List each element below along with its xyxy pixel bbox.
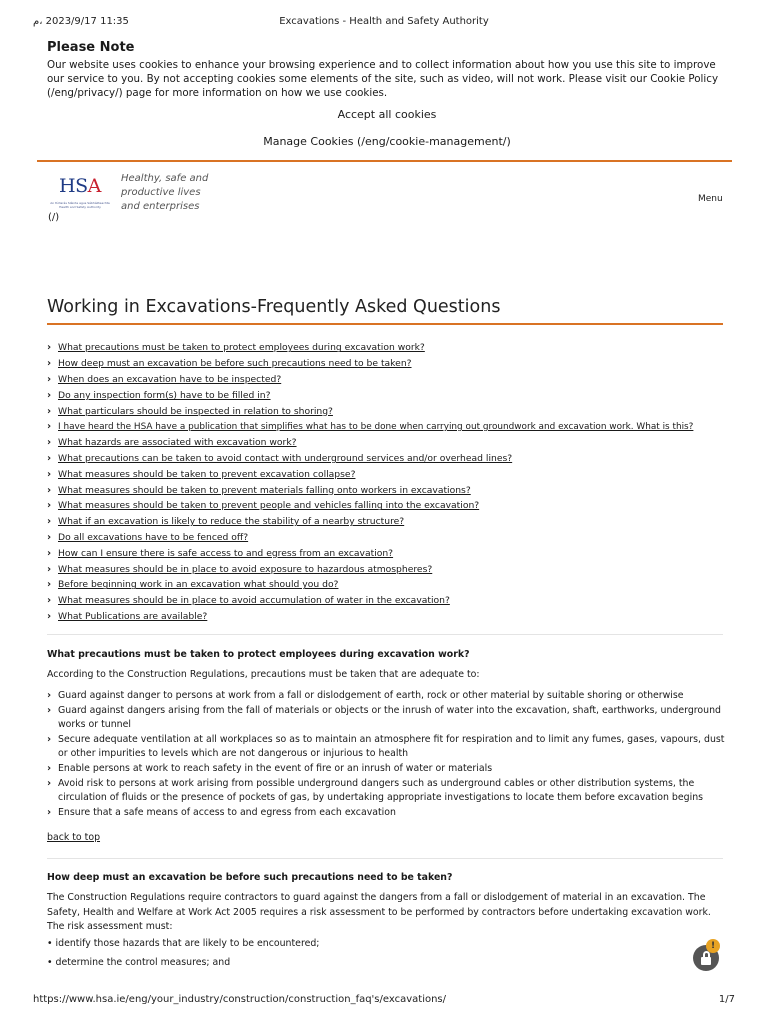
precautions-list <box>47 689 727 820</box>
list-item: › Secure adequate ventilation at all workplaces so as to maintain an atmosphere fit for respiration and to limit any fumes, gases, vapours, dust or other impurities to levels which are not dangerous or injurious to health <box>47 733 727 762</box>
faq-link[interactable]: When does an excavation have to be inspected? <box>58 373 282 385</box>
cookie-settings-button[interactable] <box>693 941 719 971</box>
page-title: Working in Excavations-Frequently Asked Questions <box>47 297 501 317</box>
faq-list-item <box>47 387 727 403</box>
faq-link[interactable]: Do all excavations have to be fenced off? <box>58 531 249 543</box>
faq-list-item <box>47 356 727 372</box>
faq-list-item <box>47 593 727 609</box>
chevron-right-icon: › <box>47 405 52 417</box>
faq-list-item <box>47 561 727 577</box>
faq-link[interactable]: What particulars should be inspected in relation to shoring? <box>58 405 333 417</box>
faq-list-item <box>47 530 727 546</box>
faq-link[interactable]: What if an excavation is likely to reduce the stability of a nearby structure? <box>58 516 405 528</box>
faq-list-item <box>47 514 727 530</box>
chevron-right-icon: › <box>47 595 52 607</box>
faq-link[interactable]: What precautions can be taken to avoid contact with underground services and/or overhead lines? <box>58 452 513 464</box>
chevron-right-icon: › <box>47 806 52 818</box>
page-number: 1/7 <box>718 994 735 1005</box>
chevron-right-icon: › <box>47 704 52 716</box>
chevron-right-icon: › <box>47 342 52 354</box>
cookie-heading: Please Note <box>47 40 135 55</box>
site-tagline: Healthy, safe and productive lives and enterprises <box>121 173 209 212</box>
manage-cookies-link[interactable]: Manage Cookies (/eng/cookie-management/) <box>263 135 511 148</box>
chevron-right-icon: › <box>47 484 52 496</box>
hsa-logo-letters: HSA <box>59 175 101 197</box>
chevron-right-icon: › <box>47 516 52 528</box>
accept-all-cookies-button[interactable]: Accept all cookies <box>337 108 437 121</box>
chevron-right-icon: › <box>47 733 52 745</box>
print-url: https://www.hsa.ie/eng/your_industry/construction/construction_faq's/excavations/ <box>33 994 447 1005</box>
chevron-right-icon: › <box>47 468 52 480</box>
chevron-right-icon: › <box>47 777 52 789</box>
faq-link-list <box>47 340 727 624</box>
list-item: › Guard against danger to persons at work from a fall or dislodgement of earth, rock or other material by suitable shoring or otherwise <box>47 689 727 704</box>
lock-body <box>701 957 711 965</box>
chevron-right-icon: › <box>47 762 52 774</box>
faq-link[interactable]: How deep must an excavation be before such precautions need to be taken? <box>58 358 412 370</box>
section-divider <box>47 858 723 859</box>
faq-link[interactable]: What measures should be taken to prevent excavation collapse? <box>58 468 356 480</box>
faq-list-item <box>47 451 727 467</box>
chevron-right-icon: › <box>47 531 52 543</box>
print-header <box>0 16 768 32</box>
section-body: The Construction Regulations require contractors to guard against the dangers from a fall or dislodgement of material in an excavation. The Safety, Health and Welfare at Work Act 2005 requires a risk assessment to be performed by contractors before undertaking excavation work. The risk assessment must: <box>47 892 711 932</box>
warning-icon: ! <box>706 939 720 953</box>
chevron-right-icon: › <box>47 547 52 559</box>
title-underline <box>47 323 723 325</box>
list-item: › Enable persons at work to reach safety in the event of fire or an inrush of water or materials <box>47 762 727 777</box>
hsa-logo[interactable] <box>48 173 108 215</box>
section-divider <box>47 634 723 635</box>
faq-link[interactable]: What measures should be taken to prevent materials falling onto workers in excavations? <box>58 484 471 496</box>
list-item: › Ensure that a safe means of access to and egress from each excavation <box>47 806 727 821</box>
cookie-banner <box>47 40 727 148</box>
menu-button[interactable]: Menu <box>698 194 723 204</box>
chevron-right-icon: › <box>47 358 52 370</box>
faq-link[interactable]: How can I ensure there is safe access to and egress from an excavation? <box>58 547 394 559</box>
header-divider <box>37 160 732 162</box>
print-timestamp: 11:35 2023/9/17 ،م <box>33 16 129 27</box>
cookie-message: Our website uses cookies to enhance your browsing experience and to collect information about how you use this site to improve our service to you. By not accepting cookies some elements of the site, such as video, will not work. Please visit our Cookie Policy (/eng/privacy/) page for more information on how we use cookies. <box>47 59 719 99</box>
chevron-right-icon: › <box>47 389 52 401</box>
section-heading-depth: How deep must an excavation be before such precautions need to be taken? <box>47 872 453 883</box>
chevron-right-icon: › <box>47 690 52 701</box>
list-item: • identify those hazards that are likely to be encountered; <box>47 938 320 949</box>
print-footer <box>0 994 768 1008</box>
faq-list-item <box>47 609 727 625</box>
chevron-right-icon: › <box>47 500 52 512</box>
list-item: › Avoid risk to persons at work arising from possible underground dangers such as underground cables or other distribution systems, the circulation of fluids or the presence of pockets of gas, by undertaking appropriate investigations to locate them before excavation begins <box>47 777 727 806</box>
faq-list-item <box>47 340 727 356</box>
faq-link[interactable]: What measures should be in place to avoid exposure to hazardous atmospheres? <box>58 563 433 575</box>
chevron-right-icon: › <box>47 610 52 622</box>
chevron-right-icon: › <box>47 373 52 385</box>
chevron-right-icon: › <box>47 437 52 449</box>
faq-list-item <box>47 482 727 498</box>
chevron-right-icon: › <box>47 452 52 464</box>
section-intro: According to the Construction Regulations, precautions must be taken that are adequate to: <box>47 669 480 680</box>
faq-list-item <box>47 372 727 388</box>
faq-list-item <box>47 435 727 451</box>
faq-link[interactable]: Do any inspection form(s) have to be filled in? <box>58 389 271 401</box>
home-link[interactable]: (/) <box>48 212 60 223</box>
faq-list-item <box>47 498 727 514</box>
chevron-right-icon: › <box>47 421 52 433</box>
print-document-title: Excavations - Health and Safety Authority <box>279 16 489 27</box>
faq-link[interactable]: What hazards are associated with excavation work? <box>58 437 297 449</box>
chevron-right-icon: › <box>47 563 52 575</box>
list-item: › Guard against dangers arising from the fall of materials or objects or the inrush of water into the excavation, shaft, earthworks, underground works or tunnel <box>47 704 727 733</box>
chevron-right-icon: › <box>47 579 52 591</box>
faq-link[interactable]: I have heard the HSA have a publication that simplifies what has to be done when carrying out groundwork and excavation work. What is this? <box>58 421 694 432</box>
faq-list-item <box>47 403 727 419</box>
section-heading-precautions: What precautions must be taken to protect employees during excavation work? <box>47 649 470 660</box>
faq-list-item <box>47 545 727 561</box>
hsa-logo-subtext: An tÚdarás Sláinte agus Sábháilteachta Health and Safety Authority <box>50 201 110 209</box>
risk-assessment-list <box>47 937 727 974</box>
faq-link[interactable]: What Publications are available? <box>58 610 208 622</box>
list-item: • determine the control measures; and <box>47 956 231 968</box>
faq-link[interactable]: Before beginning work in an excavation what should you do? <box>58 579 339 591</box>
faq-list-item <box>47 577 727 593</box>
faq-link[interactable]: What precautions must be taken to protect employees during excavation work? <box>58 342 425 354</box>
faq-link[interactable]: What measures should be in place to avoid accumulation of water in the excavation? <box>58 595 450 607</box>
faq-list-item <box>47 466 727 482</box>
back-to-top-link[interactable]: back to top <box>47 832 101 843</box>
faq-list-item <box>47 419 727 435</box>
faq-link[interactable]: What measures should be taken to prevent people and vehicles falling into the excavation? <box>58 500 480 512</box>
